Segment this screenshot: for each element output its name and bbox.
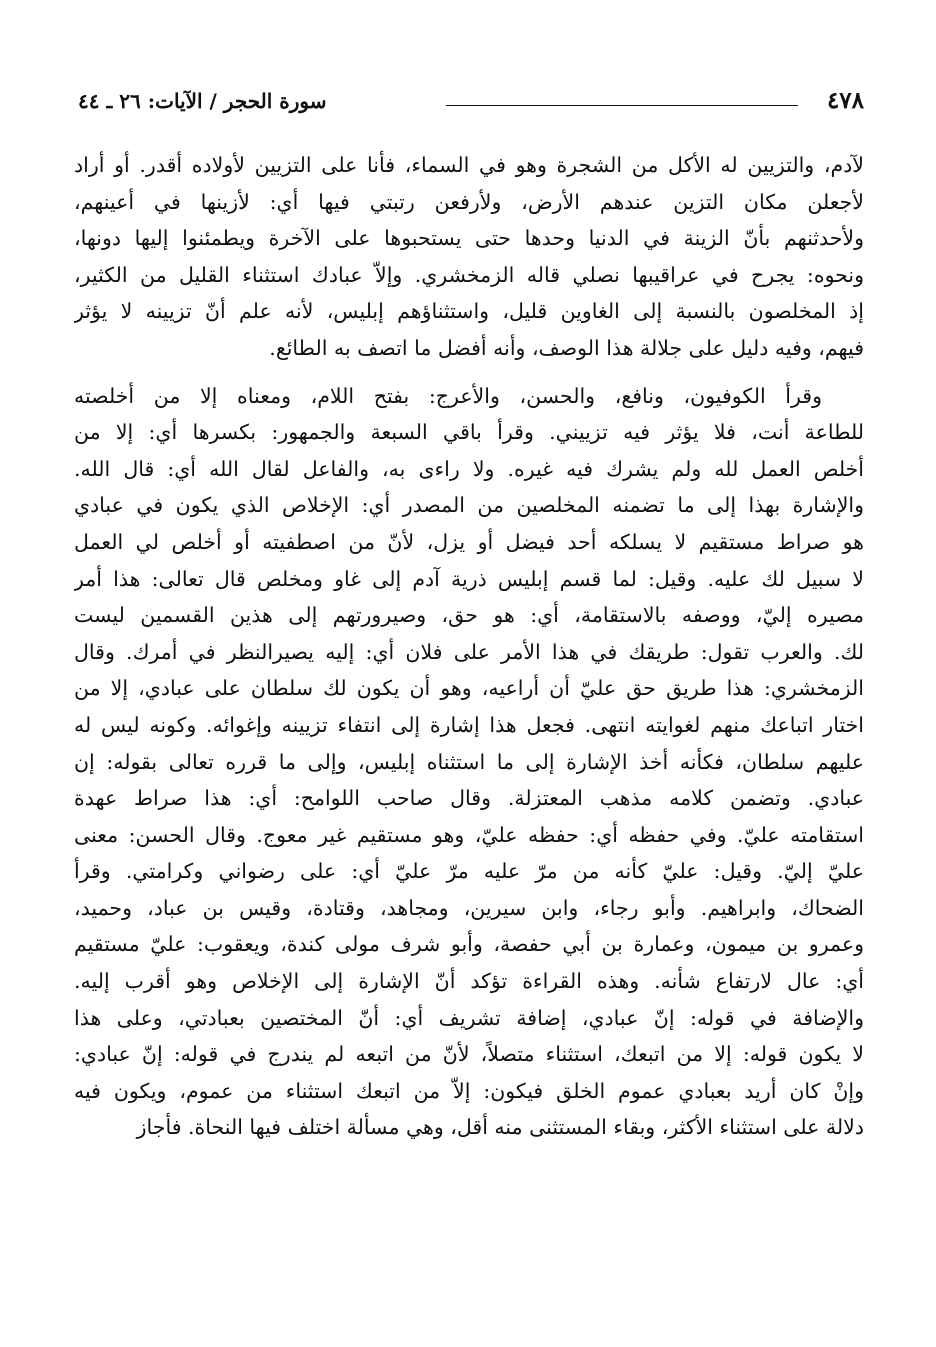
paragraph — [74, 378, 864, 1146]
text-line: لك. والعرب تقول: طريقك في هذا الأمر على فلان أي: إليه يصيرالنظر في أمرك. وقال — [74, 639, 864, 664]
page-body — [74, 147, 864, 1146]
text-line: عبادي. وتضمن كلامه مذهب المعتزلة. وقال صاحب اللوامح: أي: هذا صراط عهدة — [74, 786, 864, 811]
text-line: إذ المخلصون بالنسبة إلى الغاوين قليل، واستثناؤهم إبليس، لأنه علم أنّ تزيينه لا يؤثر — [74, 299, 864, 324]
text-line: مصيره إليّ، ووصفه بالاستقامة، أي: هو حق، وصيرورتهم إلى هذين القسمين ليست — [74, 603, 864, 628]
text-line: استقامته عليّ. وفي حفظه أي: حفظه عليّ، وهو مستقيم غير معوج. وقال الحسن: معنى — [74, 822, 864, 847]
text-line: وعمرو بن ميمون، وعمارة بن أبي حفصة، وأبو شرف مولى كندة، ويعقوب: عليّ مستقيم — [74, 932, 864, 957]
text-line: أخلص العمل لله ولم يشرك فيه غيره. ولا راءى به، والفاعل لقال الله أي: قال الله. — [74, 456, 864, 481]
text-line: والإشارة بهذا إلى ما تضمنه المخلصين من المصدر أي: الإخلاص الذي يكون في عبادي — [74, 493, 864, 518]
text-line: والإضافة في قوله: إنّ عبادي، إضافة تشريف أي: أنّ المختصين بعبادتي، وعلى هذا — [74, 1005, 864, 1030]
text-line: اختار اتباعك منهم لغوايته انتهى. فجعل هذا إشارة إلى انتفاء تزيينه وإغوائه. وكونه ليس له — [74, 712, 864, 737]
text-line: الزمخشري: هذا طريق حق عليّ أن أراعيه، وهو أن يكون لك سلطان على عبادي، إلا من — [74, 676, 864, 701]
text-line: لآدم، والتزيين له الأكل من الشجرة وهو في السماء، فأنا على التزيين لأولاده أقدر. أو أراد — [74, 153, 864, 177]
text-line: عليّ إليّ. وقيل: عليّ كأنه من مرّ عليه مرّ عليّ أي: على رضواني وكرامتي. وقرأ — [74, 859, 864, 884]
text-line: لا يكون قوله: إلا من اتبعك، استثناء متصلاً، لأنّ من اتبعه لم يندرج في قوله: إنّ عبادي: — [74, 1042, 864, 1067]
text-line: وإنْ كان أريد بعبادي عموم الخلق فيكون: إلاّ من اتبعك استثناء من عموم، ويكون فيه — [74, 1078, 864, 1103]
text-line: ولأحدثنهم بأنّ الزينة في الدنيا وحدها حتى يستحبوها على الآخرة ويطمئنوا إليها دونها، — [74, 226, 864, 251]
text-line: الضحاك، وابراهيم. وأبو رجاء، وابن سيرين، ومجاهد، وقتادة، وقيس بن عباد، وحميد، — [74, 895, 864, 920]
header-rule — [446, 105, 798, 106]
text-line: أي: عال لارتفاع شأنه. وهذه القراءة تؤكد أنّ الإشارة إلى الإخلاص وهو أقرب إليه. — [74, 969, 864, 994]
text-line: لأجعلن مكان التزين عندهم الأرض، ولأرفعن رتبتي فيها أي: لأزينها في أعينهم، — [74, 189, 864, 214]
running-header — [78, 84, 864, 118]
text-line: للطاعة أنت، فلا يؤثر فيه تزييني. وقرأ باقي السبعة والجمهور: بكسرها أي: إلا من — [74, 420, 864, 445]
text-line: ونحوه: يجرح في عراقيبها نصلي قاله الزمخشري. وإلاّ عبادك استثناء القليل من الكثير، — [74, 262, 864, 287]
text-line: لا سبيل لك عليه. وقيل: لما قسم إبليس ذرية آدم إلى غاو ومخلص قال تعالى: هذا أمر — [74, 566, 864, 591]
running-title: سورة الحجر / الآيات: ٢٦ ـ ٤٤ — [78, 89, 327, 113]
text-line: دلالة على استثناء الأكثر، وبقاء المستثنى منه أقل، وهي مسألة اختلف فيها النحاة. فأجاز — [136, 1115, 864, 1140]
page-number: ٤٧٨ — [826, 87, 864, 114]
text-line: وقرأ الكوفيون، ونافع، والحسن، والأعرج: بفتح اللام، ومعناه إلا من أخلصته — [74, 383, 822, 408]
paragraph — [74, 147, 864, 367]
text-line: فيهم، وفيه دليل على جلالة هذا الوصف، وأنه أفضل ما اتصف به الطائع. — [269, 335, 864, 360]
text-line: هو صراط مستقيم لا يسلكه أحد فيضل أو يزل، لأنّ من اصطفيته أو أخلص لي العمل — [74, 529, 864, 554]
text-line: عليهم سلطان، فكأنه أخذ الإشارة إلى ما استثناه إبليس، وإلى ما قرره تعالى بقوله: إن — [74, 749, 864, 774]
